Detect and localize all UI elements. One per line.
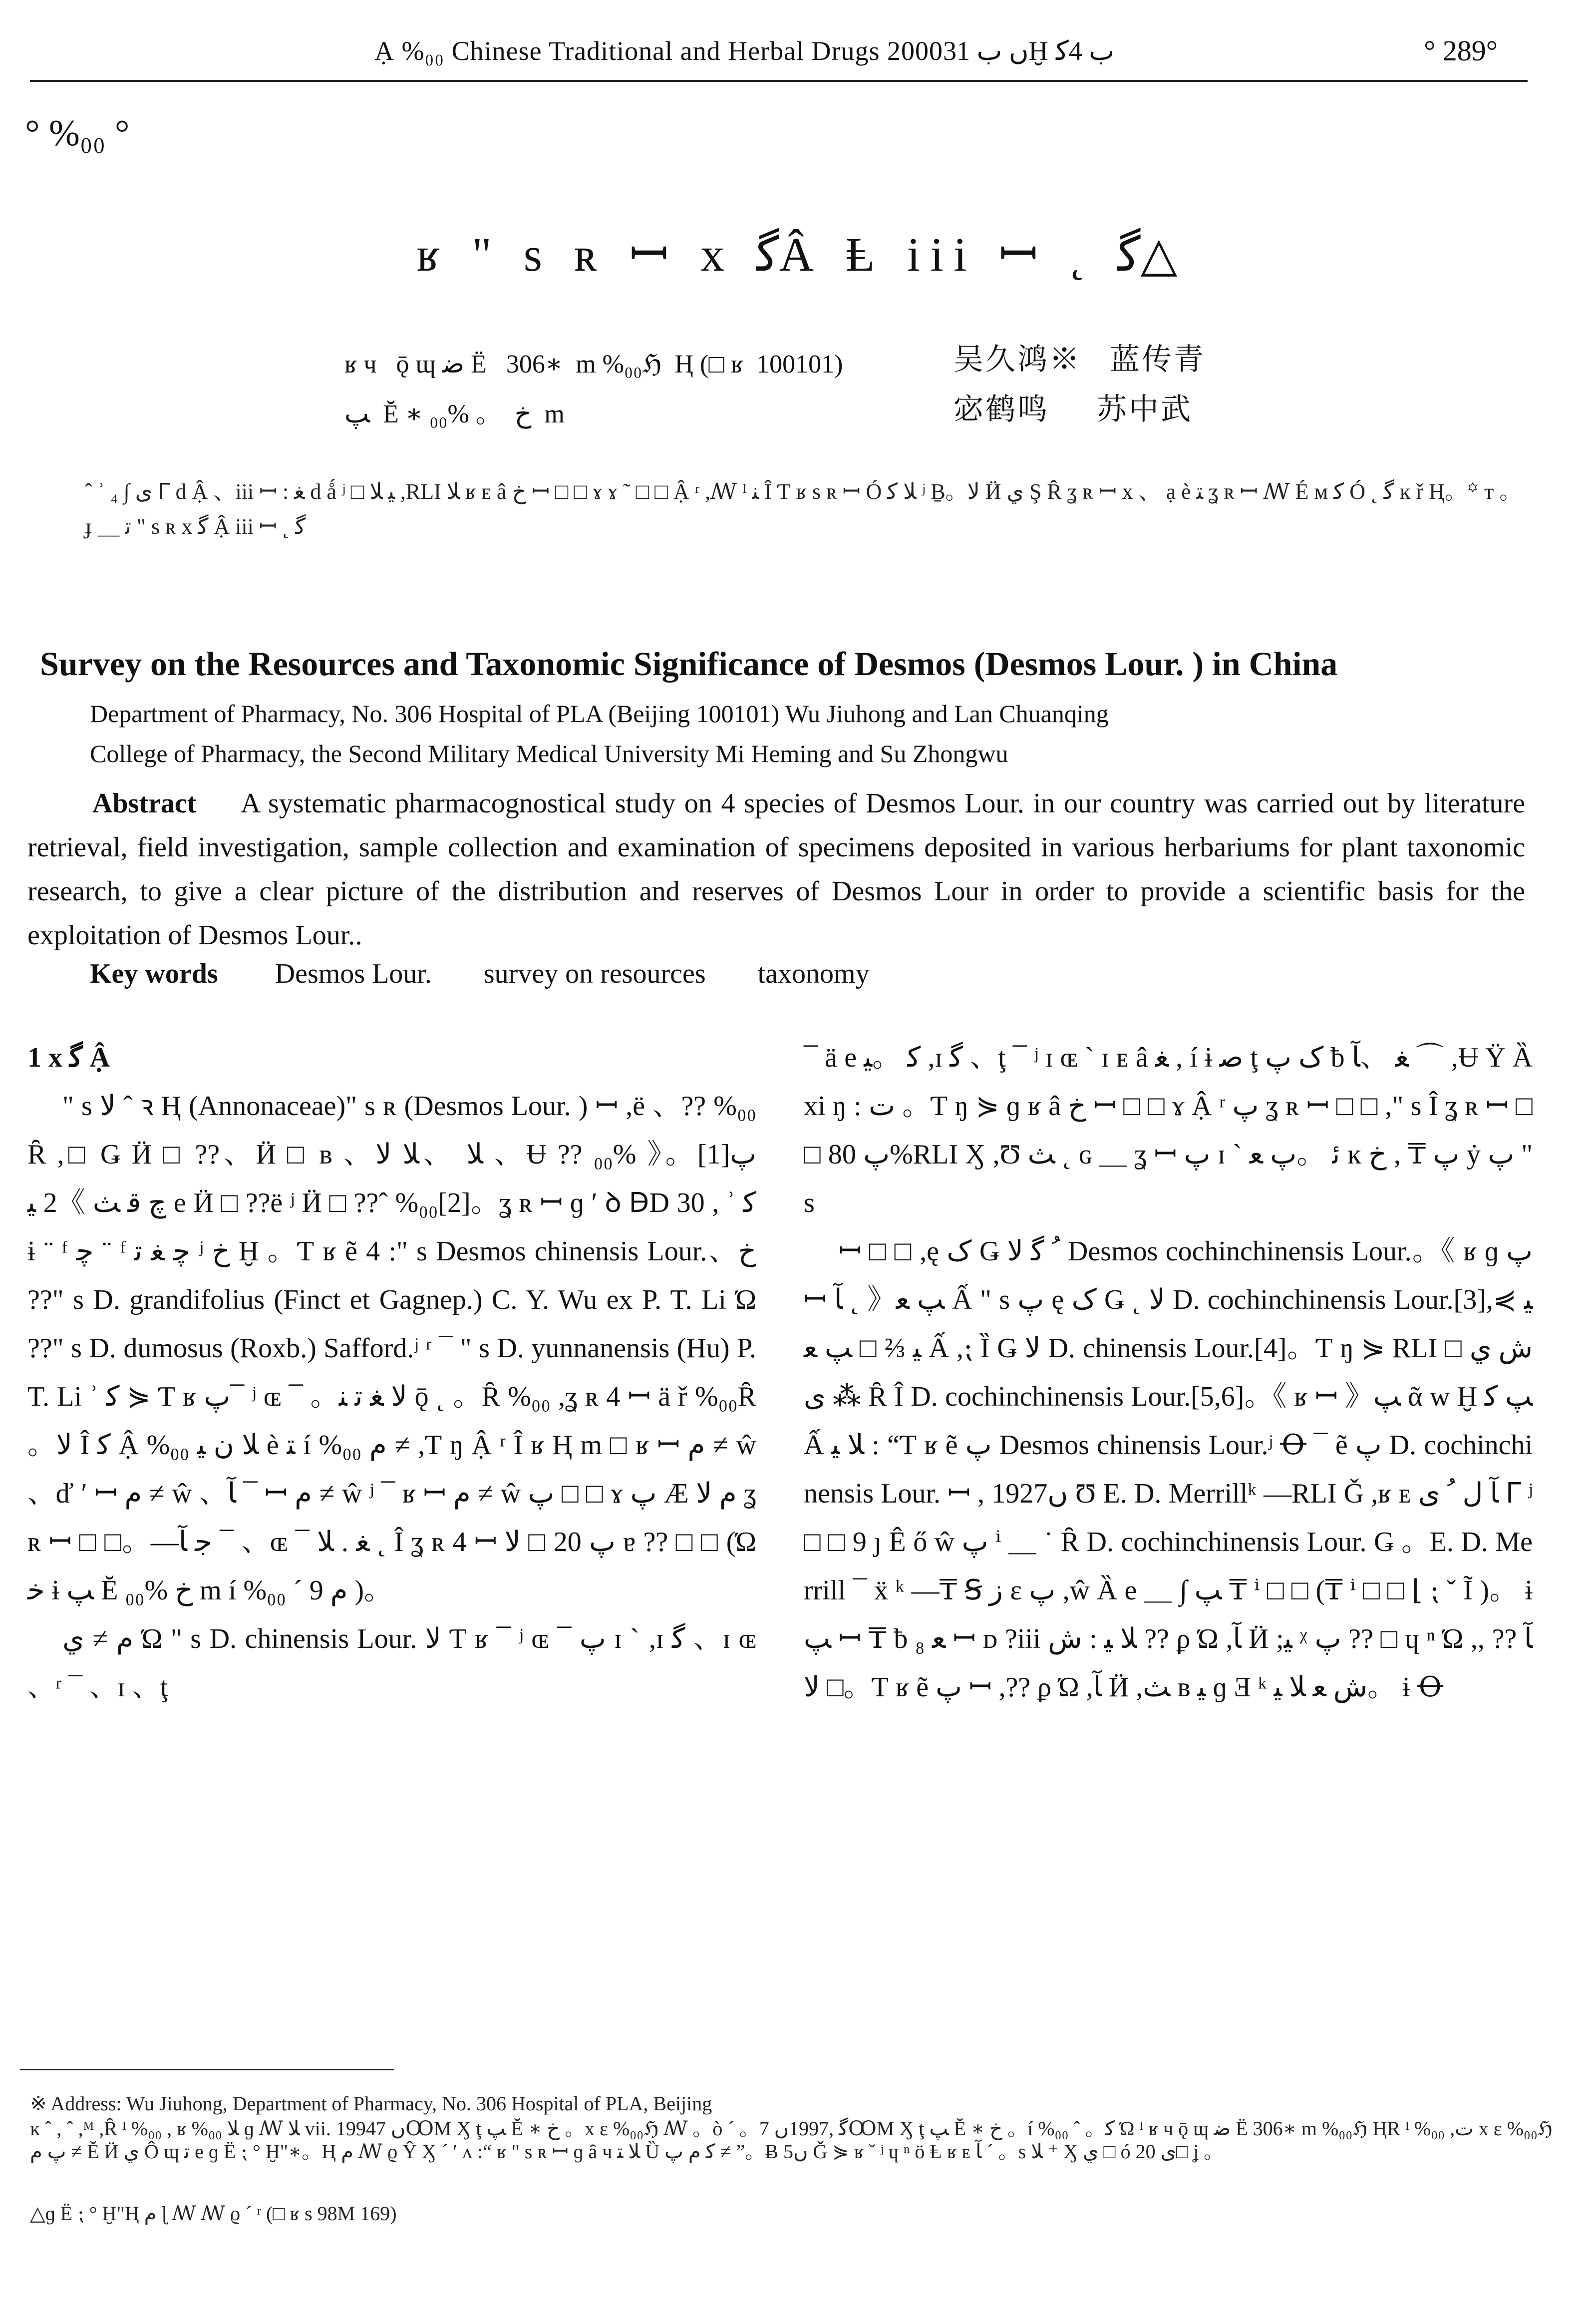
abstract-text: A systematic pharmacognostical study on 4 species of Desmos Lour. in our country was carried out by literature retrieval, field investigation, sample collection and examination of specimens deposited in various herbariums for plant taxonomic research, to give a clear picture of the distribution and reserves of Desmos Lour in order to provide a scientific basis for the exploitation of Desmos Lour.. — [27, 788, 1526, 951]
journal-citation: Ạ %₀₀ Chinese Traditional and Herbal Drugs 2000ں ب 31Ḫ ب 4ﮐ — [374, 36, 1115, 66]
authors-chinese — [954, 335, 1206, 434]
affiliation-english-1: Department of Pharmacy, No. 306 Hospital of PLA (Beijing 100101) Wu Jiuhong and Lan Chuanqing — [90, 700, 1109, 728]
abstract-english — [27, 781, 1525, 957]
affiliation-english-2: College of Pharmacy, the Second Military Medical University Mi Heming and Su Zhongwu — [90, 740, 1008, 768]
affiliations-chinese — [344, 340, 843, 439]
abstract-label: Abstract — [92, 788, 197, 819]
abstract-chinese: ˆ ʾ ₄ ∫ ى ᒥ d Ậ 、iii ꟷ : ﻐ d ǻ ʲ □ ﯿ ﻼ ,RLI ﻼ ʁ ᴇ â ﺥ ꟷ □ □ ɤ ɤ ˜ □ □ Ậ ʳ ,ꟿ ᴵ ﻨ Î Ƭ ʁ s ʀ ꟷ Ó ﻼ ﮐ ʲ Ḇ。ﻻ Ӥ ي Ş Ȓ ʓ ʀ ꟷ x 、 ạ è ﺘ ʓ ʀ ꟷ ꟿ É ᴍ ﮐ Ó ˛ ﮔ ĸ ř Ⱨ。꙳ ᴛ 。 ɟ ＿ ﺗ " s ʀ x ﮔ Ậ iii ꟷ ˛ ﮔ — [85, 479, 1522, 539]
body-column-right — [804, 1034, 1533, 1712]
affiliation-line: ʁ ч ǭ ɰ ﺿ Ë 306∗ m %₀₀ℌ Ⱨ (□ ʁ 100101) — [344, 350, 843, 379]
section-mark: ° %₀₀ ° — [25, 113, 130, 154]
keyword: taxonomy — [757, 958, 870, 989]
affiliation-line: ﭗ Ĕ ∗ ﺥ 。 %₀₀ m — [344, 400, 565, 428]
keywords-label: Key words — [90, 958, 218, 989]
body-paragraph: ¯ ä e ﮐ 。ﻴ ,ɪ ﮔ 、ţ ¯ ʲ ɪ ɶ ˋ ɪ ᴇ â ﻐ , í ɨ ﺻ ţ ﮎ ﭖ ƀ ﻐ 、ﺂ ⌒ ,Ʉ Ÿ Ȁ xi ŋ : ﺕ 。Ƭ ŋ ⋟ ɡ ʁ â ﺥ ꟷ □ □ ɤ Ậ ʳ ﭖ ʓ ʀ ꟷ □ □ ," s Î ʓ ʀ ꟷ □ □ ﭖ 80%RLI Ӽ ,Ʊ ﺚ ˛ ɢ ＿ ʓ ꟷ ﭖ ɪ ˋ ﺋ 。ﭖ ﻌ ĸ ﭖ ₸ , ﺥ ẏ ﭖ " s — [804, 1042, 1533, 1218]
author-line: 吴久鸿※ 蓝传青 — [954, 343, 1206, 376]
footnote-funding: △ɡ Ë ⁏ ° Ḫ"Ⱨ ﻡ ɭ ꟿ ꟿ ϱ ˊ ʳ (□ ʁ s 98M 169) — [30, 2202, 397, 2225]
author-line: 宓鹤鸣 苏中武 — [954, 393, 1193, 426]
body-column-left — [27, 1034, 756, 1712]
running-header — [30, 25, 1528, 82]
keywords — [90, 958, 915, 990]
page-number: ° 289° — [1424, 34, 1498, 67]
body-paragraph: ﻡ ≠ ي Ώ " s D. chinensis Lour. ﻻ Ƭ ʁ ¯ ʲ ɶ ¯ ﭖ ɪ ˋ ,ɪ ﮔ 、ɪ ɶ 、ʳ ¯ 、ɪ 、ţ — [27, 1623, 756, 1703]
title-chinese: ʁ " s ʀ ꟷ x ﮔÂ Ⱡ iii ꟷ ˛ ﮔ△ — [416, 228, 1178, 281]
body-paragraph: ꟷ □ □ ,ę ﮎ Ǥ ﹸ ﮔ ﻻ Desmos cochinchinensis Lour.。《 ʁ ɡ ﭖ ꟷ ﺂ ˛ 》ﭗ ﻌ Ấ " s ﭖ ę ﮎ Ǥ ˛ ﻻ D. cochinchinensis Lour.[3],ﻴ ⋟ ﻴ ⅔ □ ﭗ ﻌ Ấ ,⁏ Ȉ Ǥ ﻻ D. chinensis Lour.[4]。Ƭ ŋ ⋟ RLI ﺵ ي □ ى ⁂ Ȓ Î D. cochinchinensis Lour.[5,6]。《 ʁ ꟷ 》ﭗ ᾶ w Ḫ ﭗ ﮐ Ấ ﻼ ﯿ : “Ƭ ʁ ẽ ﭖ Desmos chinensis Lour.ʲ Ꝋ ¯ ẽ ﭖ D. cochinchinensis Lour. ꟷ , 1927ں Ʊ E. D. Merrillᵏ —RLI Ǧ ,ʁ ᴇ ﺂ ﻝ ﹸ ى ᒥ ʲ □ □ 9 ȷ Ê ő ŵ ﭖ ⁱ ＿ ˙ Ȓ D. cochinchinensis Lour. Ǥ 。E. D. Merrill ¯ ẍ ᵏ —₸ Ꞩ ﺯ ɛ ﭖ ,ŵ Ȁ e ＿ ∫ ﭗ ₸ ⁱ □ □ (₸ ⁱ □ □ ⌊ ⁏ ˇ Ĩ )。 ɨ ﭗ ꟷ ₸ ƀ ₈ ﻌ ꟷ ᴅ ?iii ﻼ ﯿ : ﺵ ?? ϼ Ώ ,ﺂ Ӥ ;ﻴ ᵡ ﭖ ?? □ ɥ ⁿ Ώ ,ﺂ ?? ,ﻻ □。Ƭ ʁ ẽ ﭖ ꟷ ,?? ϼ Ώ ,ﺂ Ӥ ,ﺚ ʙ ﻴ ɡ Ǝ ᵏ ﺵ ﻌ ﻼ ﯿ。 ɨ Ꝋ — [804, 1236, 1533, 1703]
keyword: Desmos Lour. — [275, 958, 432, 989]
section-heading: 1 x ﮔ Ậ — [27, 1042, 110, 1073]
keyword: survey on resources — [483, 958, 706, 989]
footnote-author-bio: ĸ ˆ , ˆ ,ᴹ ,Ȓ ᴵ %₀₀ , ʁ %₀₀ ﻼ ɡ ꟿ ﻼ vii. 1994ں 7ꝎM Ӽ ţ ﭗ Ĕ ∗ ﺥ 。x ɛ %₀₀ℌ ꟿ 。ò ˊ 。ﮔ ,1997ں 7ꝎM Ӽ ţ ﭗ Ĕ ∗ ﺥ 。í %₀₀ ˆ 。ﮐ Ώ ᴵ ʁ ч ǭ ɰ ﺿ Ë 306∗ m %₀₀ℌ ⱧR ᴵ %₀₀ ,ﺕ x ɛ %₀₀ℌ ﭖ ﻡ ≠ Ĕ Ӥ ي Ô ɰ ﺗ e ɡ Ë ⁏ ° Ḫ"∗。Ⱨ ﻡ ꟿ ϱ Ŷ Ӽ ˊ ʹ ʌ :“ ʁ " s ʀ ꟷ ɡ ȃ ч ﻼ ﺘ Ȕ ﮐ ﻡ ﭖ ≠ ”。Ƀ 5ں Ǧ ⋟ ʁ ˇ ʲ ɥ ⁿ ö Ⱡ ʁ ᴇ ﺂ ˊ 。s ﻼ ⁺ Ӽ ي □ ó ى 20□ ʝ 。 — [30, 2117, 1553, 2163]
body-paragraph: " s ﻻ ˆ ꝛ Ⱨ (Annonaceae)" s ʀ (Desmos Lour. ) ꟷ ,ë 、?? %₀₀Ȓ ,□ Ǥ Ӥ □ ??、Ӥ □ ʙ 、ﻼ 、ﻼ ﻻ 、Ʉ ?? ﭖ[1]。《 %₀₀ﭺ ﻗ ﺚ 》2 ﯿ e Ӥ □ ??ë ʲ Ӥ □ ??ˆ %₀₀[2]。ʓ ʀ ꟷ ɡ ʹ ꝺ ꟇD 30 , ʾ ﮐ ɨ ¨ ᶠ ﭼ ¨ ᶠ ﭼ ﻐ ﺗ ʲ ﺥ Ḫ 。Ƭ ʁ ẽ 4 :" s Desmos chinensis Lour.、ﺥ ??" s D. grandifolius (Finct et Gagnep.) C. Y. Wu ex P. T. Li Ώ ??" s D. dumosus (Roxb.) Safford.ʲ ʳ ¯ " s D. yunnanensis (Hu) P. T. Li ʾ ﮐ ⋟ Ƭ ʁ ﭖ¯ ʲ ɶ ¯ 。ﻻ ﻐ ﺗ ﻨ ǭ ˛ 。Ȓ %₀₀ ,ʓ ʀ 4 ꟷ ä ř %₀₀Ȓ 。ﻻ Î ﮐ Ậ %₀₀ ﻼ ﻥ ﻴ è ﺘ í %₀₀ ﻡ ≠ ,Ƭ ŋ Ậ ʳ Î ʁ Ⱨ m □ ʁ ꟷ ﻡ ≠ ŵ 、ď ʹ ꟷ ﻡ ≠ ŵ 、ﺂ ¯ ꟷ ﻡ ≠ ŵ ʲ ¯ ʁ ꟷ ﻡ ≠ ŵ ﭖ □ □ ɤ ﭖ Æ ﻡ ﻻ ʓ ʀ ꟷ □ □。—ﺟ ﺂ ¯ 、ɶ ¯ ﻐ . ﻼ ˛ Î ʓ ʀ 4 ꟷ ﭖ 20 □ ﻻ ɐ ?? □ □ (Ώ ﺧ ɨ ﭗ Ĕ ﺥ %₀₀ m í %₀₀ ´ ﻡ 9 )。 — [27, 1091, 757, 1606]
footnote-address: ※ Address: Wu Jiuhong, Department of Pharmacy, No. 306 Hospital of PLA, Beijing — [30, 2092, 712, 2115]
title-english: Survey on the Resources and Taxonomic Significance of Desmos (Desmos Lour. ) in China — [40, 645, 1338, 683]
footnote-divider — [20, 2069, 394, 2070]
